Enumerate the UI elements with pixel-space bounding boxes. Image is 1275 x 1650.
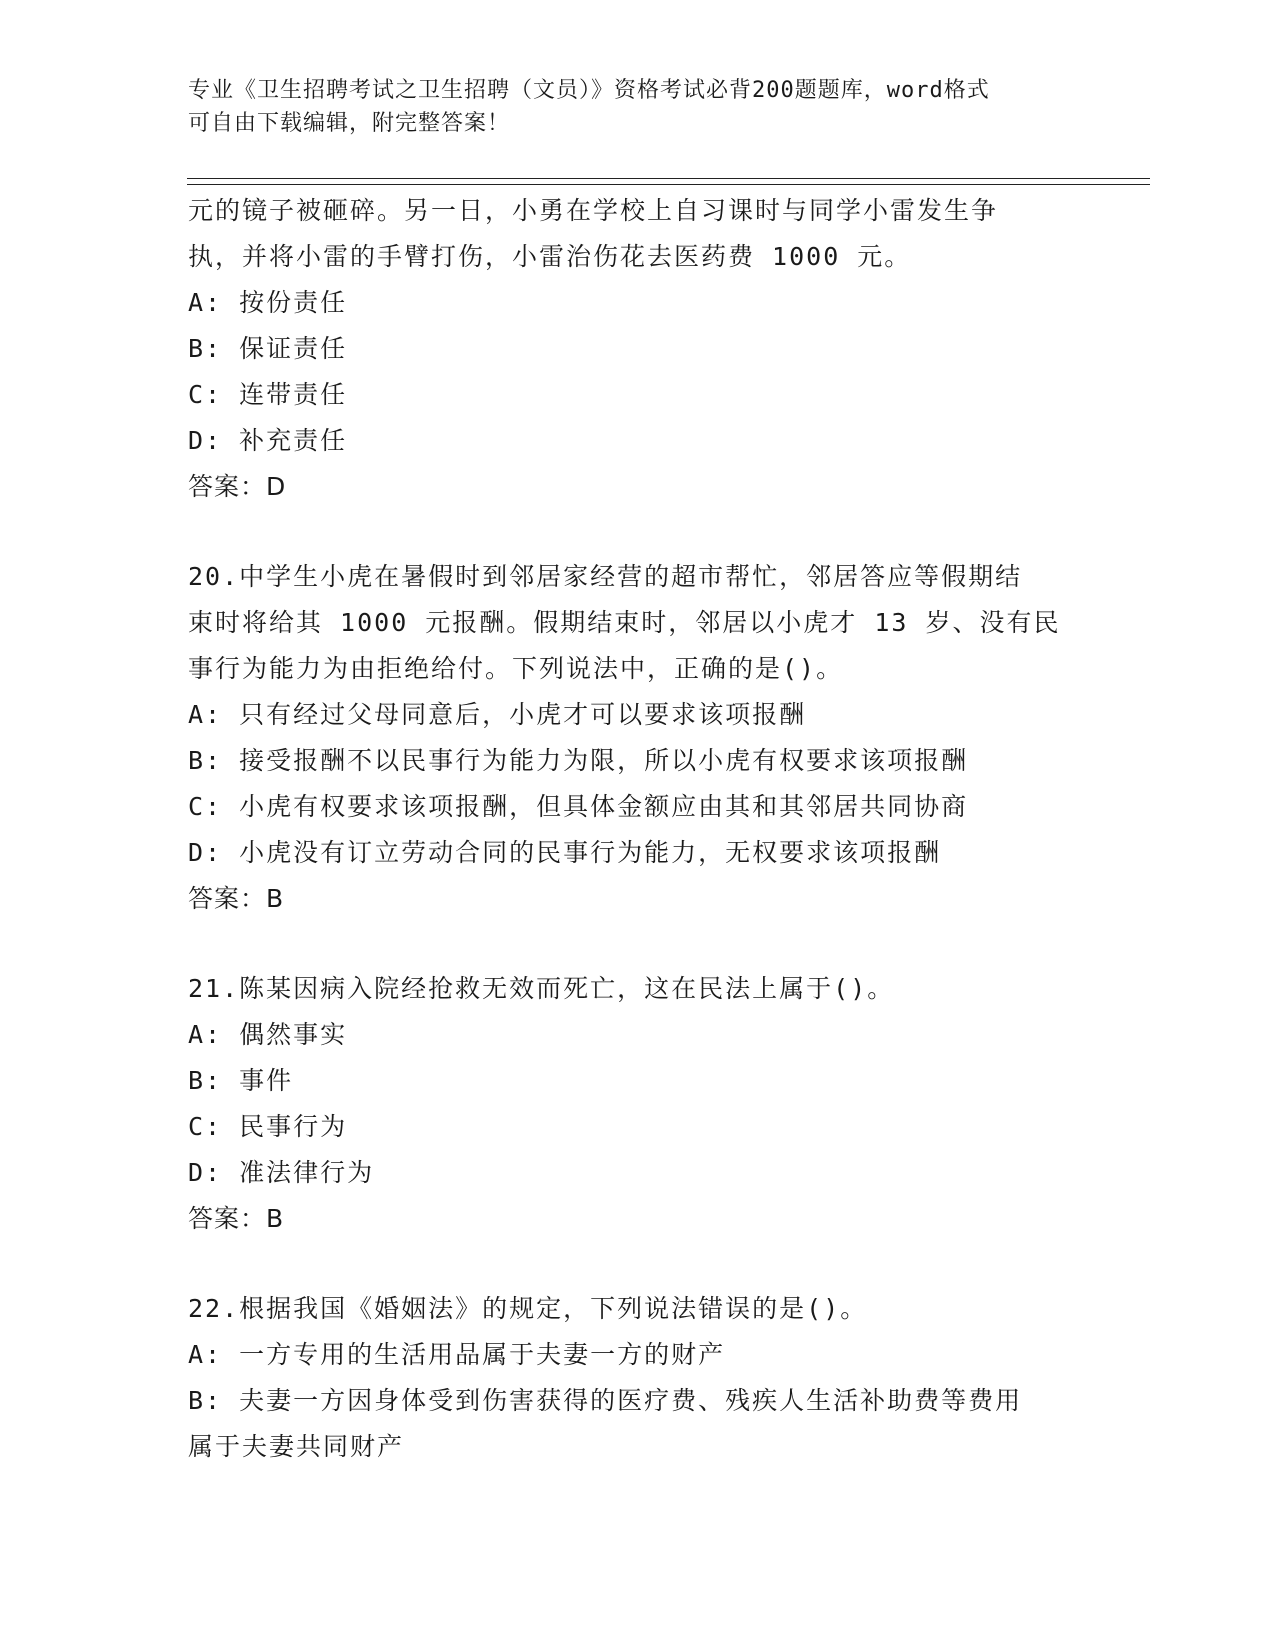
question-21-stem-line-1: 21.陈某因病入院经抢救无效而死亡，这在民法上属于()。 bbox=[188, 974, 895, 1003]
question-22-option-b-line-1: B: 夫妻一方因身体受到伤害获得的医疗费、残疾人生活补助费等费用 bbox=[188, 1386, 1023, 1415]
question-19-block bbox=[188, 188, 1088, 510]
question-22-stem-line-1: 22.根据我国《婚姻法》的规定，下列说法错误的是()。 bbox=[188, 1294, 868, 1323]
question-19-option-c: C: 连带责任 bbox=[188, 380, 348, 409]
question-20-option-d: D: 小虎没有订立劳动合同的民事行为能力，无权要求该项报酬 bbox=[188, 838, 942, 867]
question-20-answer: 答案：B bbox=[188, 884, 285, 913]
question-19-option-a: A: 按份责任 bbox=[188, 288, 348, 317]
question-20-stem-line-3: 事行为能力为由拒绝给付。下列说法中，正确的是()。 bbox=[188, 654, 844, 683]
question-21-block bbox=[188, 966, 1088, 1242]
question-21-option-c: C: 民事行为 bbox=[188, 1112, 348, 1141]
question-21-option-a: A: 偶然事实 bbox=[188, 1020, 348, 1049]
question-21-option-b: B: 事件 bbox=[188, 1066, 294, 1095]
question-19-answer: 答案：D bbox=[188, 472, 287, 501]
question-20-block bbox=[188, 554, 1088, 922]
question-19-option-b: B: 保证责任 bbox=[188, 334, 348, 363]
question-20-stem-line-1: 20.中学生小虎在暑假时到邻居家经营的超市帮忙，邻居答应等假期结 bbox=[188, 562, 1023, 591]
question-22-option-b-line-2: 属于夫妻共同财产 bbox=[188, 1432, 405, 1461]
question-22-option-a: A: 一方专用的生活用品属于夫妻一方的财产 bbox=[188, 1340, 726, 1369]
question-22-block bbox=[188, 1286, 1088, 1470]
question-21-answer: 答案：B bbox=[188, 1204, 285, 1233]
header-title-line-2: 可自由下载编辑，附完整答案！ bbox=[188, 111, 511, 136]
spacer bbox=[188, 922, 1088, 966]
header-divider bbox=[187, 178, 1150, 185]
question-content bbox=[188, 188, 1088, 1470]
spacer bbox=[188, 1242, 1088, 1286]
question-19-continued-line-1: 元的镜子被砸碎。另一日，小勇在学校上自习课时与同学小雷发生争 bbox=[188, 196, 999, 225]
page-header bbox=[188, 74, 1088, 140]
question-20-option-a: A: 只有经过父母同意后，小虎才可以要求该项报酬 bbox=[188, 700, 807, 729]
question-19-option-d: D: 补充责任 bbox=[188, 426, 348, 455]
question-19-continued-line-2: 执，并将小雷的手臂打伤，小雷治伤花去医药费 1000 元。 bbox=[188, 242, 912, 271]
question-20-option-b: B: 接受报酬不以民事行为能力为限，所以小虎有权要求该项报酬 bbox=[188, 746, 969, 775]
spacer bbox=[188, 510, 1088, 554]
question-20-stem-line-2: 束时将给其 1000 元报酬。假期结束时，邻居以小虎才 13 岁、没有民 bbox=[188, 608, 1061, 637]
question-21-option-d: D: 准法律行为 bbox=[188, 1158, 375, 1187]
header-title-line-1: 专业《卫生招聘考试之卫生招聘（文员）》资格考试必背200题题库，word格式 bbox=[188, 78, 990, 103]
question-20-option-c: C: 小虎有权要求该项报酬，但具体金额应由其和其邻居共同协商 bbox=[188, 792, 969, 821]
